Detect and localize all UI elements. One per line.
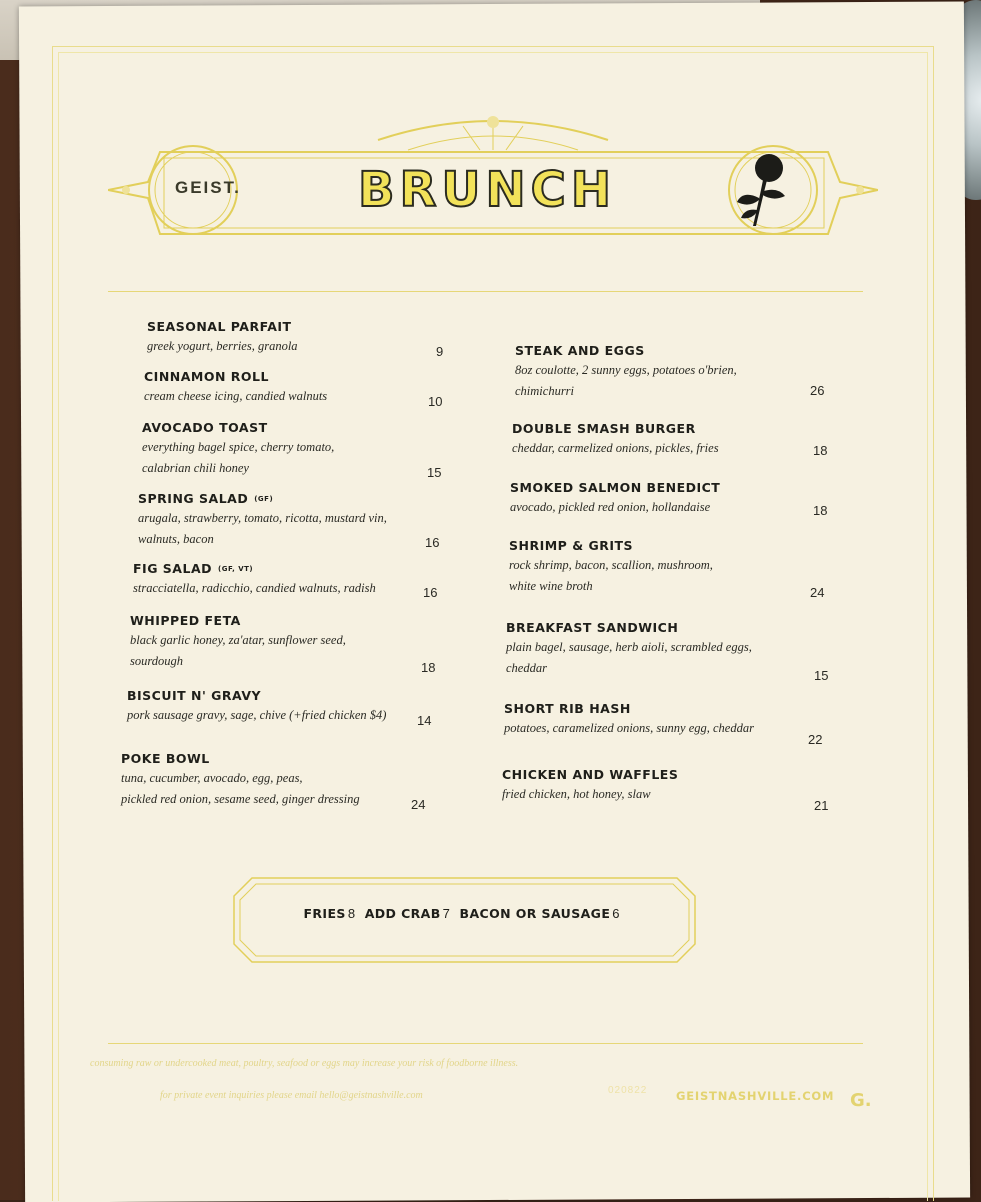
geist-logo: GEIST. bbox=[175, 178, 241, 197]
right-menu-item bbox=[506, 619, 752, 679]
item-name-text: BREAKFAST SANDWICH bbox=[506, 620, 679, 635]
item-name bbox=[510, 479, 720, 497]
item-name bbox=[127, 687, 386, 705]
item-price: 9 bbox=[436, 344, 444, 359]
item-description: everything bagel spice, cherry tomato, bbox=[142, 440, 335, 454]
item-name bbox=[506, 619, 752, 637]
item-name-text: POKE BOWL bbox=[121, 751, 210, 766]
item-description: tuna, cucumber, avocado, egg, peas, bbox=[121, 771, 303, 785]
item-name bbox=[138, 490, 387, 508]
item-name-text: CHICKEN AND WAFFLES bbox=[502, 767, 679, 782]
item-name bbox=[121, 750, 360, 768]
addons-list bbox=[232, 906, 697, 921]
left-menu-item bbox=[133, 560, 376, 599]
item-description: stracciatella, radicchio, candied walnuts, radish bbox=[133, 581, 376, 595]
item-description: black garlic honey, za'atar, sunflower seed, bbox=[130, 633, 346, 647]
food-safety-note: consuming raw or undercooked meat, poultry, seafood or eggs may increase your risk of foodborne illness. bbox=[90, 1058, 519, 1069]
left-menu-item bbox=[127, 687, 386, 726]
item-description: cheddar bbox=[506, 661, 547, 675]
item-description: calabrian chili honey bbox=[142, 461, 249, 475]
item-price: 15 bbox=[427, 465, 442, 480]
item-price: 18 bbox=[813, 503, 828, 518]
item-name-text: SHORT RIB HASH bbox=[504, 701, 631, 716]
item-description: pickled red onion, sesame seed, ginger dressing bbox=[121, 792, 360, 806]
item-name-text: WHIPPED FETA bbox=[130, 613, 241, 628]
item-description: white wine broth bbox=[509, 579, 593, 593]
item-name-text: DOUBLE SMASH BURGER bbox=[512, 421, 696, 436]
right-menu-item bbox=[510, 479, 720, 518]
page-title: BRUNCH bbox=[357, 162, 617, 218]
item-price: 26 bbox=[810, 383, 825, 398]
item-description: plain bagel, sausage, herb aioli, scrambled eggs, bbox=[506, 640, 752, 654]
addon-crab: ADD CRAB 7 bbox=[364, 906, 450, 921]
item-name-text: SHRIMP & GRITS bbox=[509, 538, 634, 553]
right-menu-item bbox=[502, 766, 678, 805]
right-menu-item bbox=[509, 537, 713, 597]
item-name bbox=[509, 537, 713, 555]
left-menu-item bbox=[130, 612, 346, 672]
item-price: 16 bbox=[425, 535, 440, 550]
private-event-note: for private event inquiries please email hello@geistnashville.com bbox=[160, 1090, 423, 1101]
item-description: avocado, pickled red onion, hollandaise bbox=[510, 500, 711, 514]
item-name-text: SMOKED SALMON BENEDICT bbox=[510, 480, 721, 495]
menu-code: 020822 bbox=[608, 1085, 648, 1096]
item-description: cheddar, carmelized onions, pickles, fries bbox=[512, 441, 719, 455]
item-name-text: SPRING SALAD bbox=[138, 491, 249, 506]
item-name bbox=[515, 342, 737, 360]
item-description: 8oz coulotte, 2 sunny eggs, potatoes o'brien, bbox=[515, 363, 737, 377]
right-menu-item bbox=[504, 700, 754, 739]
header-divider bbox=[108, 291, 863, 292]
addon-fries: FRIES 8 bbox=[303, 906, 356, 921]
g-logo: G. bbox=[850, 1090, 872, 1111]
left-menu-item bbox=[144, 368, 327, 407]
item-name bbox=[147, 318, 298, 336]
item-price: 18 bbox=[813, 443, 828, 458]
item-name bbox=[133, 560, 376, 578]
item-price: 14 bbox=[417, 713, 432, 728]
item-description: potatoes, caramelized onions, sunny egg, cheddar bbox=[504, 721, 754, 735]
left-menu-item bbox=[142, 419, 334, 479]
item-description: sourdough bbox=[130, 654, 184, 668]
item-price: 16 bbox=[423, 585, 438, 600]
item-price: 10 bbox=[428, 394, 443, 409]
item-name-text: AVOCADO TOAST bbox=[142, 420, 268, 435]
item-name-text: SEASONAL PARFAIT bbox=[147, 319, 292, 334]
item-name bbox=[130, 612, 346, 630]
item-price: 24 bbox=[810, 585, 825, 600]
right-menu-item bbox=[512, 420, 719, 459]
item-description: chimichurri bbox=[515, 384, 575, 398]
item-price: 24 bbox=[411, 797, 426, 812]
item-price: 22 bbox=[808, 732, 823, 747]
item-name bbox=[144, 368, 327, 386]
item-description: cream cheese icing, candied walnuts bbox=[144, 389, 328, 403]
item-name bbox=[502, 766, 678, 784]
item-name-text: FIG SALAD bbox=[133, 561, 212, 576]
item-price: 15 bbox=[814, 668, 829, 683]
item-name-text: STEAK AND EGGS bbox=[515, 343, 645, 358]
item-description: arugala, strawberry, tomato, ricotta, mustard vin, bbox=[138, 511, 387, 525]
addon-bacon-sausage: BACON OR SAUSAGE 6 bbox=[459, 906, 620, 921]
item-description: rock shrimp, bacon, scallion, mushroom, bbox=[509, 558, 713, 572]
item-description: fried chicken, hot honey, slaw bbox=[502, 787, 651, 801]
left-menu-item bbox=[147, 318, 298, 357]
rose-icon bbox=[733, 150, 793, 230]
item-name bbox=[504, 700, 754, 718]
left-menu-item bbox=[138, 490, 387, 550]
dietary-tag: (GF, VT) bbox=[218, 565, 254, 573]
right-menu-item bbox=[515, 342, 737, 402]
item-name-text: BISCUIT N' GRAVY bbox=[127, 688, 262, 703]
left-menu-item bbox=[121, 750, 360, 810]
item-description: walnuts, bacon bbox=[138, 532, 214, 546]
item-price: 21 bbox=[814, 798, 829, 813]
item-name-text: CINNAMON ROLL bbox=[144, 369, 269, 384]
dietary-tag: (GF) bbox=[254, 495, 274, 503]
item-description: pork sausage gravy, sage, chive (+fried chicken $4) bbox=[127, 708, 387, 722]
website-link[interactable]: GEISTNASHVILLE.COM bbox=[676, 1089, 835, 1103]
footer-divider bbox=[108, 1043, 863, 1044]
item-price: 18 bbox=[421, 660, 436, 675]
item-name bbox=[512, 420, 719, 438]
item-description: greek yogurt, berries, granola bbox=[147, 339, 298, 353]
item-name bbox=[142, 419, 334, 437]
